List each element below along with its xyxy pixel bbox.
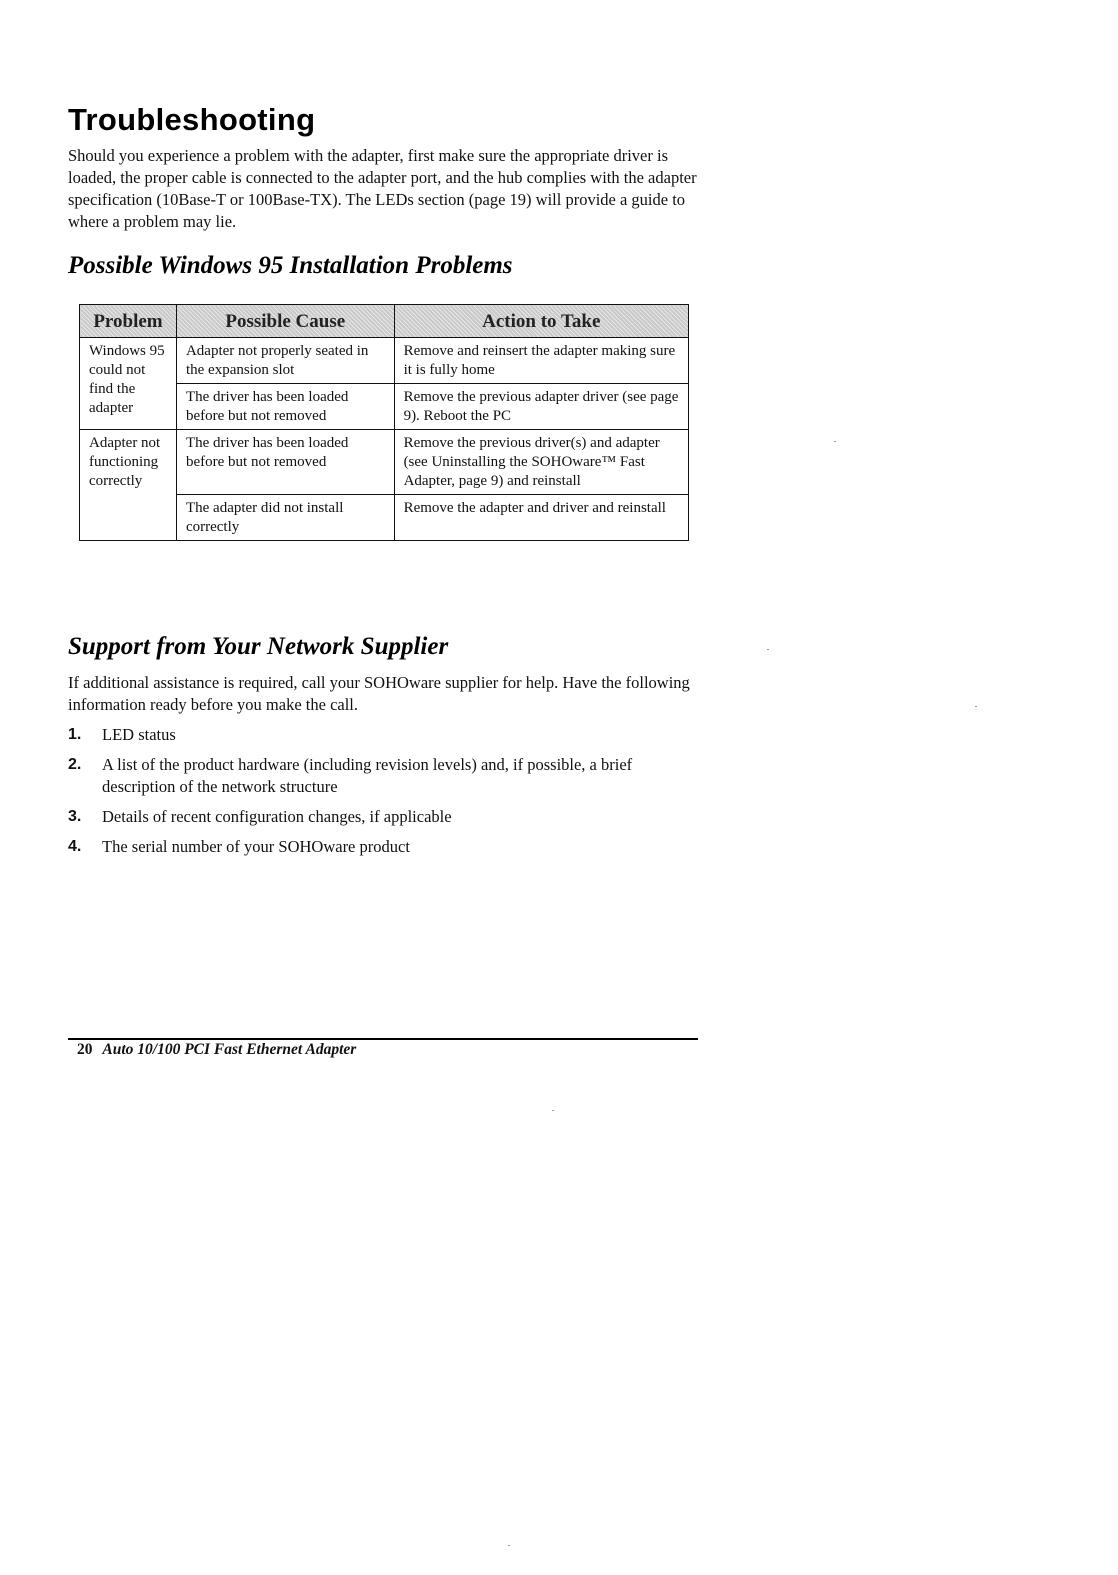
cause-cell: Adapter not properly seated in the expansion slot (176, 338, 394, 384)
cause-cell: The driver has been loaded before but not removed (176, 384, 394, 430)
column-header-problem: Problem (80, 305, 177, 338)
page-number: 20 (77, 1041, 93, 1058)
action-cell: Remove the previous driver(s) and adapter (see Uninstalling the SOHOware™ Fast Adapter, page 9) and reinstall (394, 430, 688, 495)
list-item-text: The serial number of your SOHOware product (102, 837, 410, 856)
footer-title: Auto 10/100 PCI Fast Ethernet Adapter (102, 1041, 357, 1058)
list-item-text: LED status (102, 725, 176, 744)
list-item-text: A list of the product hardware (including revision levels) and, if possible, a brief description of the network structure (102, 755, 633, 796)
list-item (68, 836, 708, 858)
table-row (80, 338, 689, 384)
list-number: 2. (68, 756, 82, 773)
page-title: Troubleshooting (68, 102, 316, 137)
footer-rule (68, 1038, 698, 1040)
list-item-text: Details of recent configuration changes, if applicable (102, 807, 452, 826)
list-number: 3. (68, 808, 82, 825)
action-cell: Remove the adapter and driver and reinstall (394, 495, 688, 541)
section-heading-install-problems: Possible Windows 95 Installation Problems (68, 252, 513, 279)
scan-speck (975, 706, 977, 707)
scan-speck (834, 441, 836, 442)
list-number: 1. (68, 726, 82, 743)
problem-cell: Adapter not functioning correctly (80, 430, 177, 541)
page-footer (77, 1041, 356, 1059)
cause-cell: The driver has been loaded before but not removed (176, 430, 394, 495)
column-header-possible-cause: Possible Cause (176, 305, 394, 338)
support-checklist (68, 724, 708, 866)
column-header-action: Action to Take (394, 305, 688, 338)
scan-speck (508, 1545, 510, 1546)
list-item (68, 754, 708, 798)
cause-cell: The adapter did not install correctly (176, 495, 394, 541)
table-row (80, 430, 689, 495)
problem-cell: Windows 95 could not find the adapter (80, 338, 177, 430)
list-item (68, 724, 708, 746)
list-item (68, 806, 708, 828)
scan-speck (767, 649, 769, 650)
table-header-row (80, 305, 689, 338)
action-cell: Remove and reinsert the adapter making sure it is fully home (394, 338, 688, 384)
scan-speck (552, 1110, 554, 1111)
troubleshooting-table (79, 304, 689, 541)
support-paragraph: If additional assistance is required, call your SOHOware supplier for help. Have the following information ready before you make the call. (68, 673, 690, 714)
section-heading-support: Support from Your Network Supplier (68, 633, 449, 660)
list-number: 4. (68, 838, 82, 855)
intro-paragraph: Should you experience a problem with the adapter, first make sure the appropriate driver is loaded, the proper cable is connected to the adapter port, and the hub complies with the adapter specification (10Base-T or 100Base-TX). The LEDs section (page 19) will provide a guide to where a problem may lie. (68, 146, 697, 231)
action-cell: Remove the previous adapter driver (see page 9). Reboot the PC (394, 384, 688, 430)
